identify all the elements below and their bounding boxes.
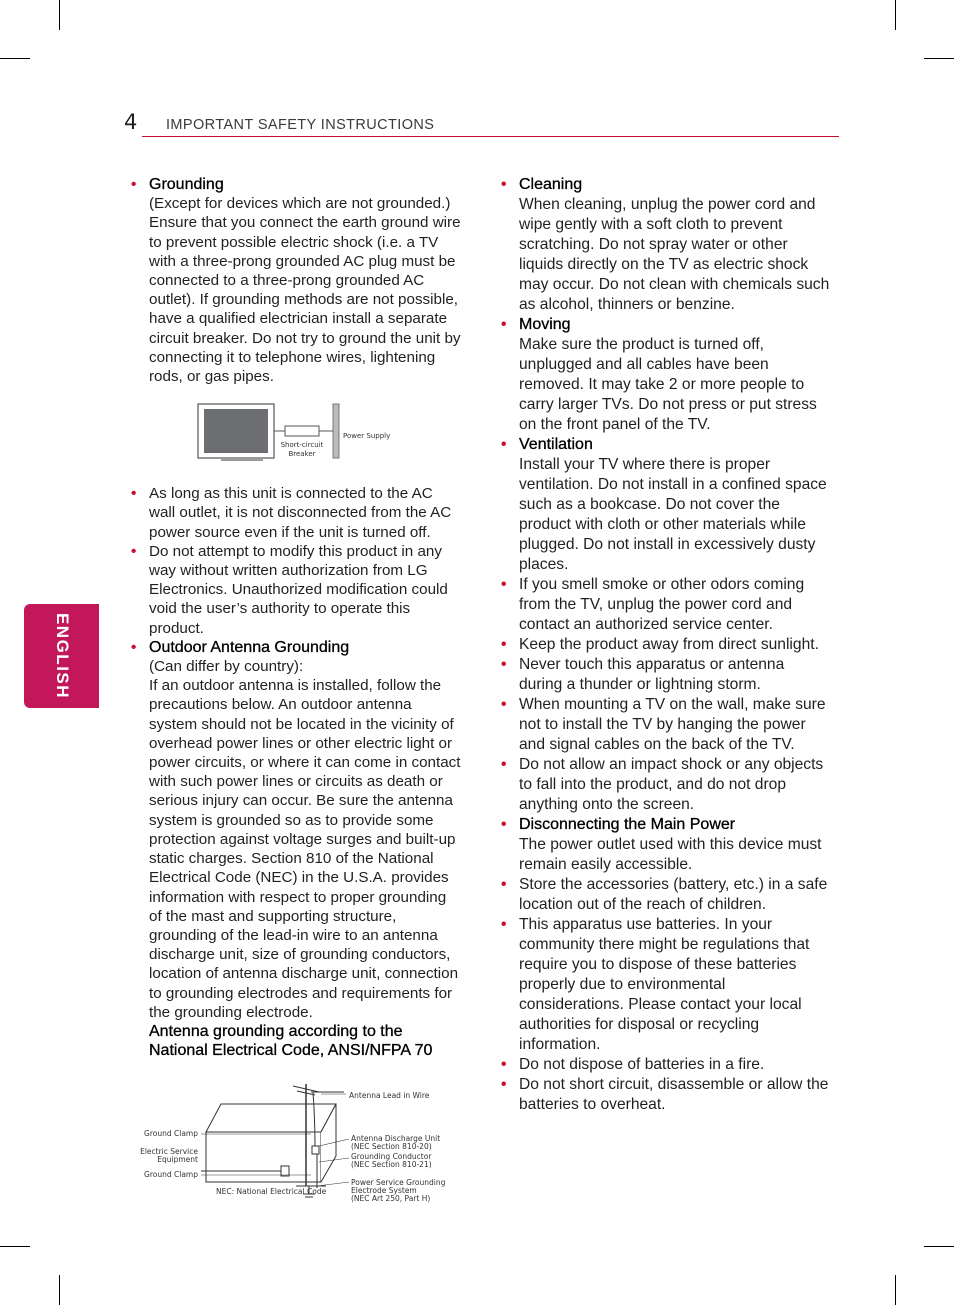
sunlight-item bbox=[501, 635, 831, 655]
antenna-bold-note: Antenna grounding according to the National Electrical Code, ANSI/NFPA 70 bbox=[149, 1022, 433, 1060]
disconnect-title: • Disconnecting the Main Power bbox=[519, 816, 736, 833]
fire-text: • Do not dispose of batteries in a fire. bbox=[519, 1056, 765, 1073]
cleaning-item bbox=[501, 175, 831, 315]
power-supply-label: Power Supply bbox=[343, 432, 391, 441]
impact-item bbox=[501, 755, 831, 815]
grounding-body: Ensure that you connect the earth ground wire to prevent possible electric shock (i.e. a TV with a three-prong grounded AC plug must be connected to a three-prong grounded AC outlet). If grounding methods are not possible, have a qualified electrician install a separate circuit breaker. Do not try to ground the unit by connecting it to telephone wires, lightening rods, or gas pipes. bbox=[149, 214, 461, 386]
right-column bbox=[501, 175, 831, 1115]
left-column bbox=[131, 175, 461, 1224]
grounding-subtitle: (Except for devices which are not grounded.) bbox=[149, 195, 451, 213]
sunlight-text: • Keep the product away from direct sunlight. bbox=[519, 636, 819, 653]
short-item bbox=[501, 1075, 831, 1115]
crop-mark bbox=[59, 0, 60, 30]
tv-grounding-illustration bbox=[131, 386, 461, 484]
electrode-label-2: Electrode System bbox=[351, 1186, 417, 1196]
thunder-text: • Never touch this apparatus or antenna during a thunder or lightning storm. bbox=[519, 656, 785, 693]
conductor-label-1: Grounding Conductor bbox=[351, 1152, 432, 1162]
batteries-item bbox=[501, 915, 831, 1055]
header-divider bbox=[142, 136, 839, 137]
moving-item bbox=[501, 315, 831, 435]
disconnect-item bbox=[501, 815, 831, 875]
breaker-label-2: Breaker bbox=[288, 450, 316, 459]
smoke-text: • If you smell smoke or other odors coming from the TV, unplug the power cord and contact an authorized service center. bbox=[519, 576, 805, 633]
cleaning-title: • Cleaning bbox=[519, 176, 583, 193]
smoke-item bbox=[501, 575, 831, 635]
antenna-subtitle: (Can differ by country): bbox=[149, 658, 304, 676]
antenna-grounding-illustration bbox=[131, 1074, 461, 1224]
accessories-text: • Store the accessories (battery, etc.) in a safe location out of the reach of children. bbox=[519, 876, 828, 913]
impact-text: • Do not allow an impact shock or any objects to fall into the product, and do not drop anything onto the screen. bbox=[519, 756, 824, 813]
moving-title: • Moving bbox=[519, 316, 571, 333]
electrode-label-1: Power Service Grounding bbox=[351, 1178, 446, 1188]
crop-mark bbox=[0, 1246, 30, 1247]
ac-outlet-text: • As long as this unit is connected to the AC wall outlet, it is not disconnected from the AC power source even if the unit is turned off. bbox=[149, 485, 452, 541]
modify-item bbox=[131, 542, 461, 638]
language-tab bbox=[24, 604, 99, 708]
ventilation-item bbox=[501, 435, 831, 575]
crop-mark bbox=[924, 1246, 954, 1247]
fire-item bbox=[501, 1055, 831, 1075]
nec-label: NEC: National Electrical Code bbox=[216, 1187, 327, 1197]
crop-mark bbox=[59, 1275, 60, 1305]
crop-mark bbox=[895, 0, 896, 30]
accessories-item bbox=[501, 875, 831, 915]
crop-mark bbox=[895, 1275, 896, 1305]
short-text: • Do not short circuit, disassemble or allow the batteries to overheat. bbox=[519, 1076, 829, 1113]
lead-in-label: Antenna Lead in Wire bbox=[349, 1091, 430, 1101]
crop-mark bbox=[924, 58, 954, 59]
breaker-label-1: Short-circuit bbox=[280, 441, 324, 450]
ac-outlet-item bbox=[131, 484, 461, 542]
ventilation-title: • Ventilation bbox=[519, 436, 593, 453]
conductor-label-2: (NEC Section 810-21) bbox=[351, 1160, 432, 1170]
antenna-body: If an outdoor antenna is installed, follow the precautions below. An outdoor antenna system should not be located in the vicinity of overhead power lines or other electric light or power circuits, or where it can come in contact with such power lines or circuits as death or serious injury can occur. Be sure the antenna system is grounded so as to provide some protection against voltage surges and built-up static charges. Section 810 of the National Electrical Code (NEC) in the U.S.A. provides information with respect to proper grounding of the mast and supporting structure, grounding of the lead-in wire to an antenna discharge unit, size of grounding conductors, location of antenna discharge unit, connection to grounding electrodes and requirements for the grounding electrode. bbox=[149, 677, 461, 1021]
antenna-item bbox=[131, 638, 461, 1060]
grounding-diagram bbox=[131, 386, 461, 484]
discharge-label-2: (NEC Section 810-20) bbox=[351, 1142, 432, 1152]
thunder-item bbox=[501, 655, 831, 695]
cleaning-body: When cleaning, unplug the power cord and wipe gently with a soft cloth to prevent scratching. Do not spray water or other liquids directly on the TV as electric shock may occur. Do not clean with chemicals such as alcohol, thinners or benzine. bbox=[519, 196, 830, 313]
electric-service-label-1: Electric Service bbox=[140, 1147, 198, 1157]
grounding-title: • Grounding bbox=[149, 176, 224, 193]
modify-text: • Do not attempt to modify this product in any way without written authorization from LG Electronics. Unauthorized modification could void the user’s authority to operate this product. bbox=[149, 542, 448, 637]
language-tab-label: ENGLISH bbox=[52, 612, 72, 700]
ground-clamp-top-label: Ground Clamp bbox=[144, 1129, 198, 1139]
grounding-item bbox=[131, 175, 461, 386]
electrode-label-3: (NEC Art 250, Part H) bbox=[351, 1194, 431, 1204]
electric-service-label-2: Equipment bbox=[157, 1155, 198, 1165]
wall-item bbox=[501, 695, 831, 755]
ground-clamp-bottom-label: Ground Clamp bbox=[144, 1170, 198, 1180]
disconnect-body: The power outlet used with this device must remain easily accessible. bbox=[519, 836, 822, 873]
antenna-title: • Outdoor Antenna Grounding bbox=[149, 638, 350, 656]
moving-body: Make sure the product is turned off, unplugged and all cables have been removed. It may take 2 or more people to carry larger TVs. Do not press or put stress on the front panel of the TV. bbox=[519, 336, 817, 433]
crop-mark bbox=[0, 58, 30, 59]
page-number: 4 bbox=[124, 110, 138, 134]
discharge-label-1: Antenna Discharge Unit bbox=[351, 1134, 441, 1144]
section-title: IMPORTANT SAFETY INSTRUCTIONS bbox=[166, 117, 435, 133]
batteries-text: • This apparatus use batteries. In your community there might be regulations that require you to dispose of these batteries properly due to environmental considerations. Please contact your local authorities for disposal or recycling information. bbox=[519, 916, 810, 1053]
ventilation-body: Install your TV where there is proper ventilation. Do not install in a confined space such as a bookcase. Do not cover the product with cloth or other materials while plugged. Do not install in excessively dusty places. bbox=[519, 456, 827, 573]
wall-text: • When mounting a TV on the wall, make sure not to install the TV by hanging the power and signal cables on the back of the TV. bbox=[519, 696, 826, 753]
antenna-diagram bbox=[131, 1074, 461, 1224]
